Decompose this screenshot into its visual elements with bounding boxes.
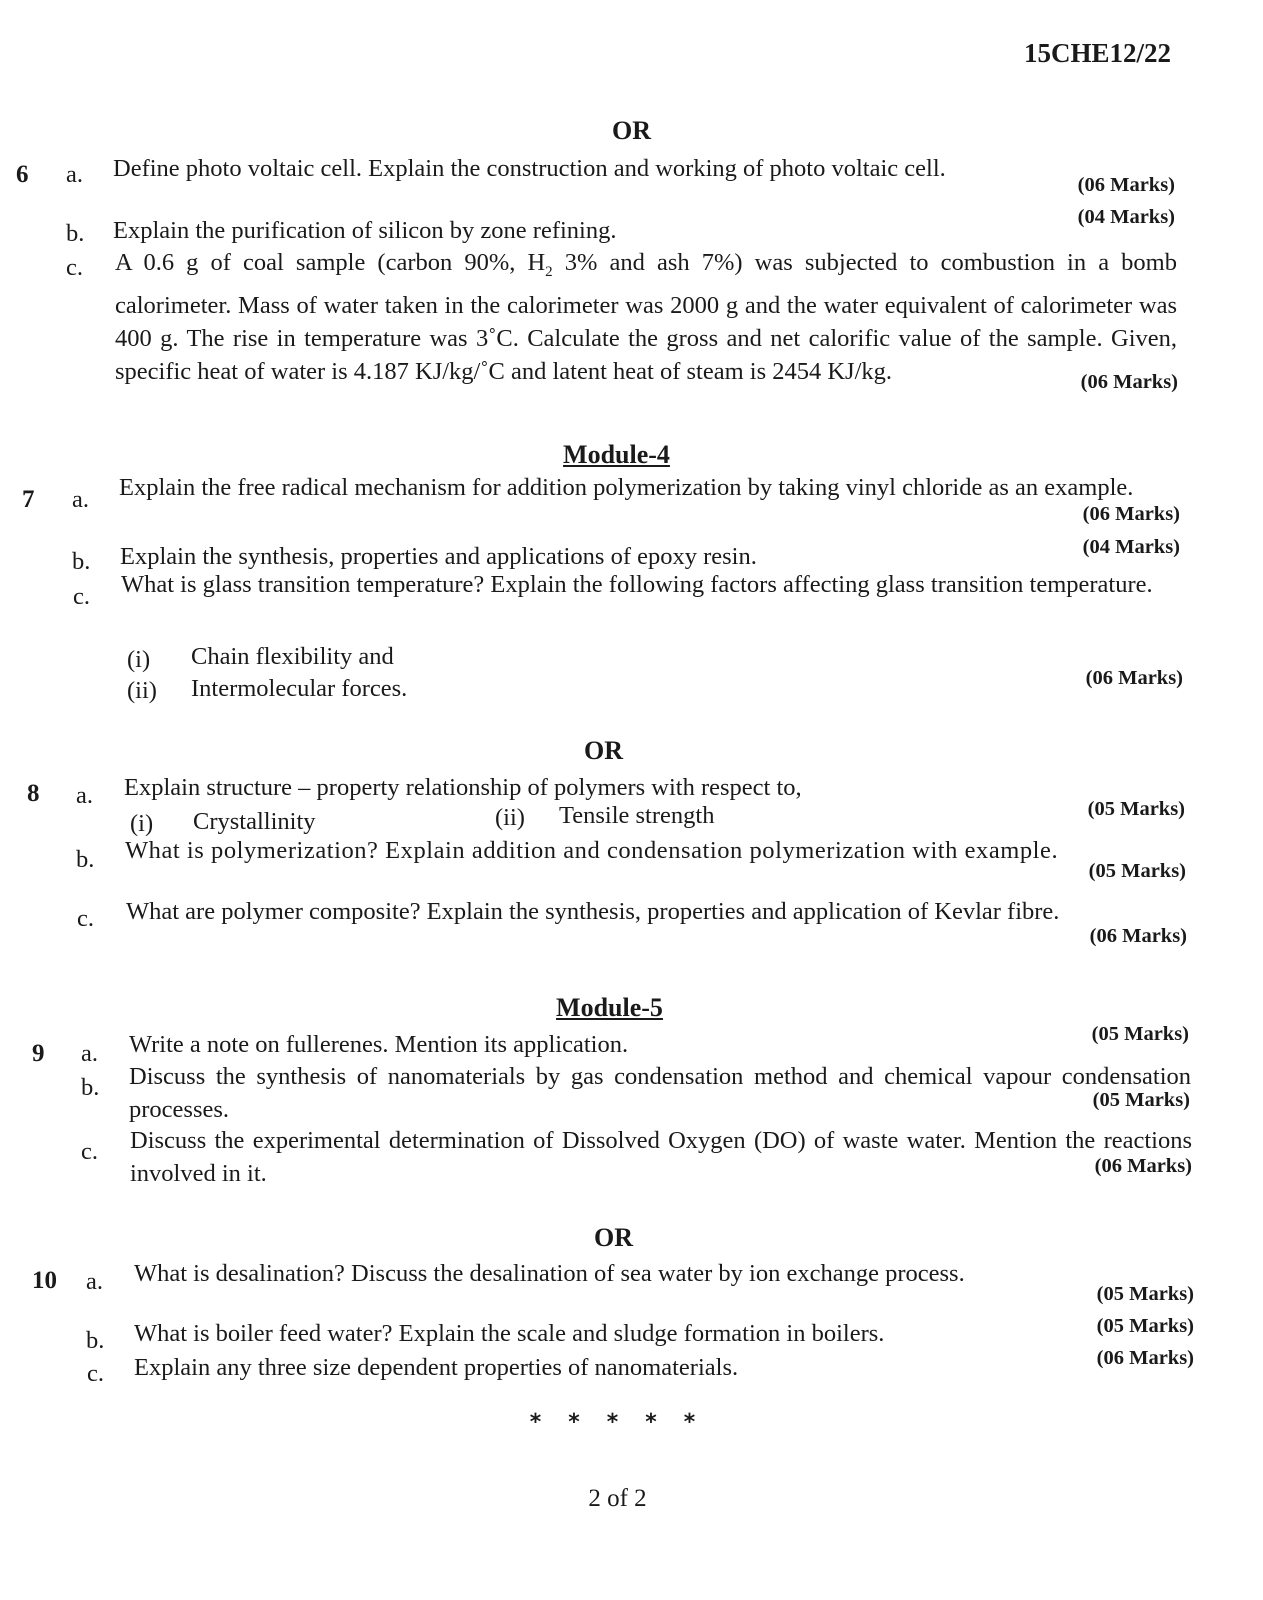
- list-item-number: (i): [127, 646, 151, 673]
- list-item-number: (ii): [127, 677, 157, 704]
- question-text: What is glass transition temperature? Explain the following factors affecting glass transition temperature.: [121, 571, 1153, 598]
- marks: (05 Marks): [1088, 860, 1186, 882]
- marks: (04 Marks): [1077, 206, 1175, 228]
- marks: (06 Marks): [1085, 667, 1183, 689]
- part-label: b.: [81, 1074, 100, 1101]
- question-text: Write a note on fullerenes. Mention its application.: [129, 1031, 629, 1058]
- question-number: 10: [32, 1267, 57, 1294]
- part-label: a.: [76, 782, 93, 809]
- part-label: c.: [77, 905, 94, 932]
- question-text: Discuss the synthesis of nanomaterials by gas condensation method and chemical vapour condensation processes.: [129, 1063, 1191, 1123]
- question-text: Explain the synthesis, properties and applications of epoxy resin.: [120, 543, 757, 570]
- list-item-number: (ii): [495, 804, 525, 831]
- list-item-text: Intermolecular forces.: [191, 675, 408, 702]
- part-label: b.: [66, 220, 85, 247]
- marks: (06 Marks): [1082, 503, 1180, 525]
- marks: (05 Marks): [1087, 798, 1185, 820]
- part-label: a.: [86, 1268, 103, 1295]
- part-label: a.: [66, 161, 83, 188]
- or-separator: OR: [594, 1223, 633, 1252]
- marks: (05 Marks): [1091, 1023, 1189, 1045]
- marks: (04 Marks): [1082, 536, 1180, 558]
- part-label: a.: [72, 486, 89, 513]
- part-label: b.: [72, 548, 91, 575]
- paper-code: 15CHE12/22: [1023, 38, 1171, 68]
- question-number: 9: [32, 1040, 45, 1067]
- part-label: b.: [76, 846, 95, 873]
- marks: (05 Marks): [1092, 1089, 1190, 1111]
- page-number: 2 of 2: [588, 1485, 647, 1512]
- list-item-text: Tensile strength: [559, 802, 715, 829]
- module-heading: Module-5: [556, 993, 663, 1022]
- end-of-paper-marker: * * * * *: [528, 1410, 703, 1435]
- part-label: c.: [87, 1360, 104, 1387]
- part-label: a.: [81, 1040, 98, 1067]
- part-label: c.: [73, 583, 90, 610]
- question-text: A 0.6 g of coal sample (carbon 90%, $H_2$ 3% and ash 7%) was subjected to combustion in a bomb calorimeter. Mass of water taken in the calorimeter was 2000 g and the water equivalent of calorimeter was 400 g. The rise in temperature was 3˚C. Calculate the gross and net calorific value of the sample. Given, specific heat of water is 4.187 KJ/kg/˚C and latent heat of steam is 2454 KJ/kg.: [115, 249, 1177, 385]
- part-label: b.: [86, 1327, 105, 1354]
- part-label: c.: [81, 1138, 98, 1165]
- question-number: 7: [22, 486, 35, 513]
- question-text: What is boiler feed water? Explain the scale and sludge formation in boilers.: [134, 1320, 885, 1347]
- question-number: 6: [16, 161, 29, 188]
- marks: (05 Marks): [1096, 1283, 1194, 1305]
- question-text: What is desalination? Discuss the desalination of sea water by ion exchange process.: [134, 1260, 965, 1287]
- marks: (06 Marks): [1089, 925, 1187, 947]
- question-text: What are polymer composite? Explain the synthesis, properties and application of Kevlar fibre.: [126, 898, 1060, 925]
- marks: (06 Marks): [1094, 1155, 1192, 1177]
- list-item-text: Chain flexibility and: [191, 643, 394, 670]
- list-item-number: (i): [130, 810, 154, 837]
- module-heading: Module-4: [563, 440, 670, 469]
- marks: (06 Marks): [1077, 174, 1175, 196]
- marks: (05 Marks): [1096, 1315, 1194, 1337]
- question-number: 8: [27, 780, 40, 807]
- marks: (06 Marks): [1096, 1347, 1194, 1369]
- question-text: Discuss the experimental determination of Dissolved Oxygen (DO) of waste water. Mention the reactions involved in it.: [130, 1127, 1192, 1187]
- question-text: What is polymerization? Explain addition and condensation polymerization with example.: [125, 837, 1059, 864]
- question-text: Explain the purification of silicon by zone refining.: [113, 217, 617, 244]
- question-text: Define photo voltaic cell. Explain the construction and working of photo voltaic cell.: [113, 155, 946, 182]
- part-label: c.: [66, 254, 83, 281]
- question-text: Explain the free radical mechanism for addition polymerization by taking vinyl chloride as an example.: [119, 474, 1134, 501]
- list-item-text: Crystallinity: [193, 808, 316, 835]
- or-separator: OR: [612, 116, 651, 145]
- question-text: Explain structure – property relationship of polymers with respect to,: [124, 774, 802, 801]
- question-text: Explain any three size dependent properties of nanomaterials.: [134, 1354, 739, 1381]
- or-separator: OR: [584, 736, 623, 765]
- marks: (06 Marks): [1080, 371, 1178, 393]
